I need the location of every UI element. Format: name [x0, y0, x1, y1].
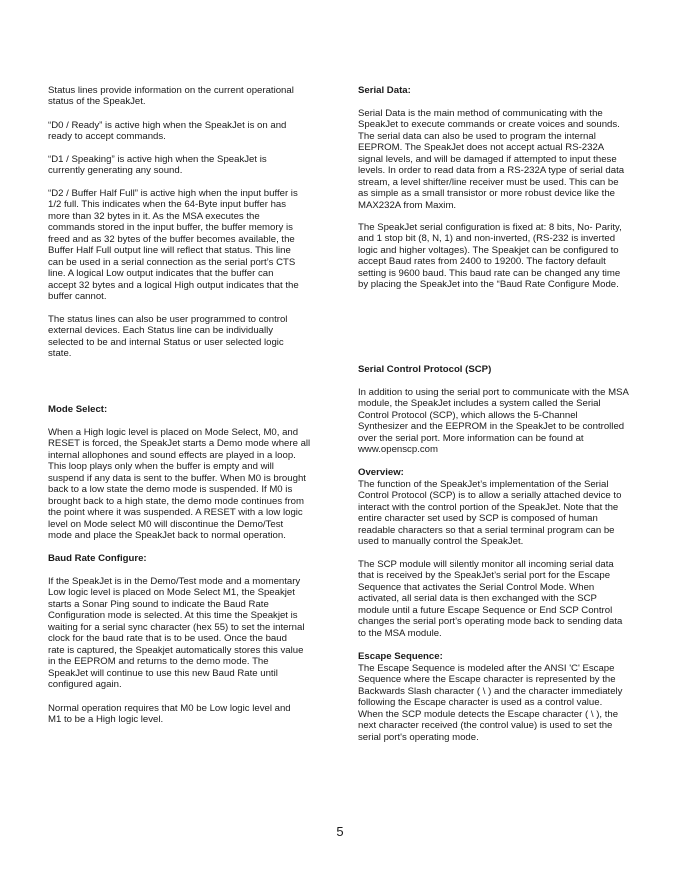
- scp-intro-paragraph: In addition to using the serial port to communicate with the MSA module, the SpeakJet includes a system called the Serial Control Protocol (SCP), which allows the 5-Channel Synthesizer and the EEPROM in the SpeakJet to be controlled over the serial port. More information can be found at www.openscp.com: [358, 387, 629, 456]
- mode-select-paragraph: When a High logic level is placed on Mode Select, M0, and RESET is forced, the SpeakJet starts a Demo mode where all internal allophones and sound effects are played in a loop. This loop plays only when the buffer is empty and will suspend if any data is sent to the buffer. When M0 is brought back to a low state the demo mode is suspended. If M0 is brought back to a high state, the demo mode continues from the point where it was suspended. A RESET with a low logic level on Mode select M0 will discontinue the Demo/Test mode and place the SpeakJet back to normal operation.: [48, 427, 311, 542]
- baud-rate-configure-heading: Baud Rate Configure:: [48, 553, 147, 564]
- escape-sequence-paragraph: The Escape Sequence is modeled after the ANSI 'C' Escape Sequence where the Escape character is represented by the Backwards Slash character ( \ ) and the character immediately following the Escape character is used as a control value. When the SCP module detects the Escape character ( \ ), the next character received (the control value) is used to set the serial port's operating mode.: [358, 663, 623, 743]
- d0-ready-paragraph: “D0 / Ready” is active high when the SpeakJet is on and ready to accept commands.: [48, 120, 287, 143]
- baud-rate-configure-paragraph: If the SpeakJet is in the Demo/Test mode and a momentary Low logic level is placed on Mode Select M1, the Speakjet starts a Sonar Ping sound to indicate the Baud Rate Configuration mode is selected. At this time the Speakjet is waiting for a serial sync character (hex 55) to set the internal clock for the baud rate that is to be used. Once the baud rate is captured, the Speakjet automatically stores this value in the EEPROM and returns to the demo mode. The SpeakJet will continue to use this new Baud Rate until configured again.: [48, 576, 305, 691]
- serial-data-paragraph: Serial Data is the main method of communicating with the SpeakJet to execute commands or create voices and sounds. The serial data can also be used to program the internal EEPROM. The SpeakJet does not accept actual RS-232A signal levels, and will be damaged if attempted to input these levels. In order to read data from a RS-232A type of serial data stream, a level shifter/line receiver must be used. This can be as simple as a small transistor or more robust device like the MAX232A from Maxim.: [358, 108, 625, 211]
- overview-heading: Overview:: [358, 467, 404, 478]
- escape-sequence-heading: Escape Sequence:: [358, 651, 443, 662]
- normal-operation-paragraph: Normal operation requires that M0 be Low logic level and M1 to be a High logic level.: [48, 703, 291, 726]
- scp-heading: Serial Control Protocol (SCP): [358, 364, 492, 375]
- page-number: 5: [336, 824, 344, 839]
- mode-select-heading: Mode Select:: [48, 404, 108, 415]
- overview-paragraph: The function of the SpeakJet’s implementation of the Serial Control Protocol (SCP) is to allow a serially attached device to interact with the control portion of the SpeakJet. Note that the entire character set used by SCP is composed of human readable characters so that a serial terminal program can be used to manually control the SpeakJet.: [358, 479, 622, 548]
- status-lines-intro: Status lines provide information on the current operational status of the SpeakJet.: [48, 85, 294, 108]
- d2-buffer-half-full-paragraph: “D2 / Buffer Half Full” is active high when the input buffer is 1/2 full. This indicates when the 64-Byte input buffer has more than 32 bytes in it. As the MSA executes the commands stored in the input buffer, the buffer memory is freed and as 32 bytes of the buffer becomes available, the Buffer Half Full output line will reflect that status. This line can be used in a serial connection as the serial port’s CTS line. A logical Low output indicates that the buffer can accept 32 bytes and a logical High output indicates that the buffer cannot.: [48, 188, 299, 303]
- d1-speaking-paragraph: “D1 / Speaking” is active high when the SpeakJet is currently generating any sound.: [48, 154, 267, 177]
- serial-data-heading: Serial Data:: [358, 85, 411, 96]
- scp-module-paragraph: The SCP module will silently monitor all incoming serial data that is received by the SpeakJet’s serial port for the Escape Sequence that activates the Serial Control Mode. When activated, all serial data is then exchanged with the SCP module until a future Escape Sequence or End SCP Control changes the serial port’s operating mode back to sending data to the MSA module.: [358, 559, 623, 639]
- status-lines-programming-paragraph: The status lines can also be user programmed to control external devices. Each Status line can be individually selected to be and internal Status or user selected logic state.: [48, 314, 288, 360]
- serial-configuration-paragraph: The SpeakJet serial configuration is fixed at: 8 bits, No- Parity, and 1 stop bit (8, N, 1) and non-inverted, (RS-232 is inverted logic and higher voltages). The Speakjet can be configured to accept Baud rates from 2400 to 19200. The factory default setting is 9600 baud. This baud rate can be changed any time by placing the SpeakJet into the “Baud Rate Configure Mode.: [358, 222, 622, 291]
